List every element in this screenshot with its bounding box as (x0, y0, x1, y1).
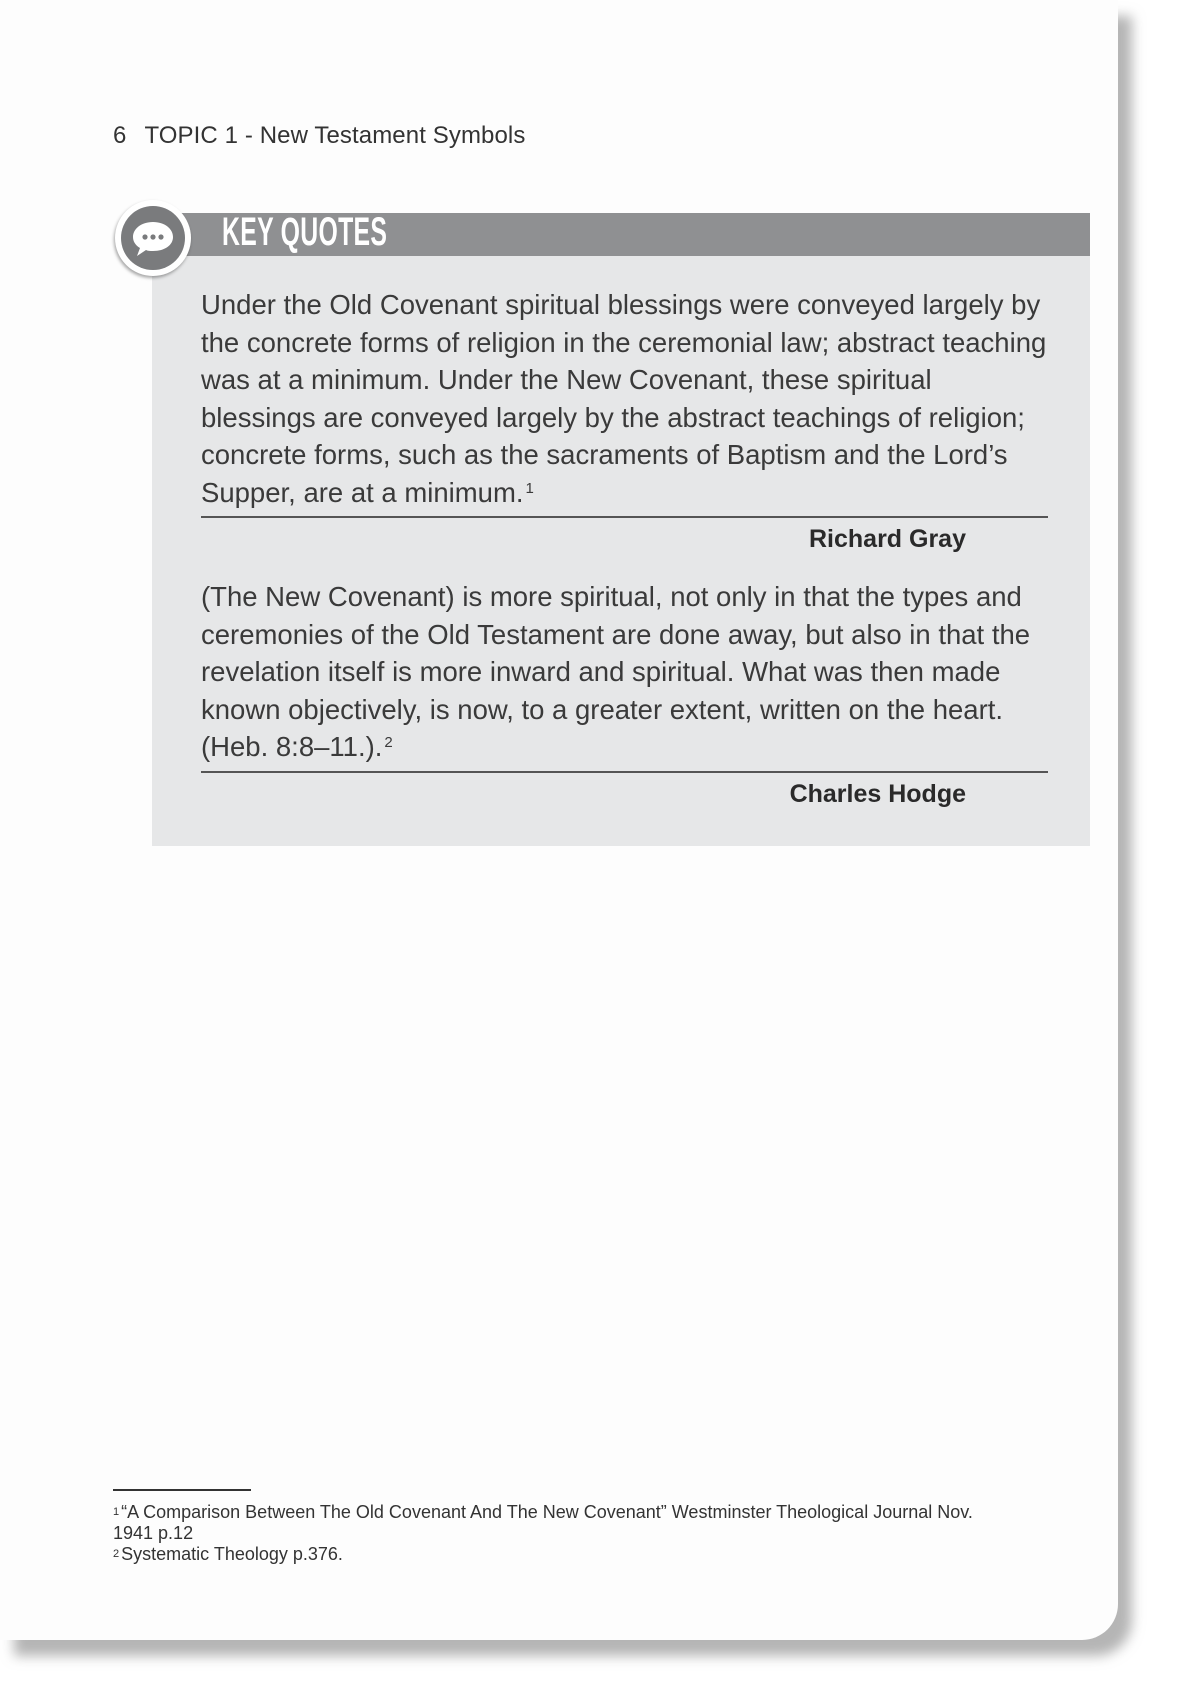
key-quotes-title: KEY QUOTES (222, 210, 388, 254)
quote-2-author: Charles Hodge (789, 780, 966, 808)
running-header (113, 122, 525, 150)
speech-bubble-icon (115, 200, 191, 276)
footnote-2 (113, 1544, 993, 1565)
page-number: 6 (113, 122, 127, 149)
footnotes (113, 1502, 993, 1565)
footnote-1-text: “A Comparison Between The Old Covenant And The New Covenant” Westminster Theological Journal Nov. 1941 p.12 (113, 1502, 973, 1543)
footnote-divider (113, 1489, 251, 1491)
footnote-2-ref: 2 (113, 1548, 120, 1560)
quote-1-note-ref: 1 (525, 479, 534, 497)
running-title: TOPIC 1 - New Testament Symbols (144, 122, 526, 149)
quote-1-divider (201, 516, 1048, 518)
footnote-1-ref: 1 (113, 1506, 120, 1518)
quote-1-author: Richard Gray (808, 525, 966, 553)
footnote-2-text: Systematic Theology p.376. (121, 1544, 343, 1564)
quote-2-divider (201, 771, 1048, 773)
footnote-1 (113, 1502, 993, 1544)
quote-2-text: (The New Covenant) is more spiritual, not only in that the types and ceremonies of the Old Testament are done away, but also in that the revelation itself is more inward and spiritual. What was then made known objectively, is now, to a greater extent, written on the heart. (Heb. 8:8–11.). (201, 581, 1031, 762)
quote-2-note-ref: 2 (384, 734, 393, 751)
quote-1 (201, 286, 1048, 511)
quote-1-text: Under the Old Covenant spiritual blessings were conveyed largely by the concrete forms of religion in the ceremonial law; abstract teaching was at a minimum. Under the New Covenant, these spiritual blessings are conveyed largely by the abstract teachings of religion; concrete forms, such as the sacraments of Baptism and the Lord’s Supper, are at a minimum. (201, 289, 1047, 508)
quote-2 (201, 578, 1048, 766)
